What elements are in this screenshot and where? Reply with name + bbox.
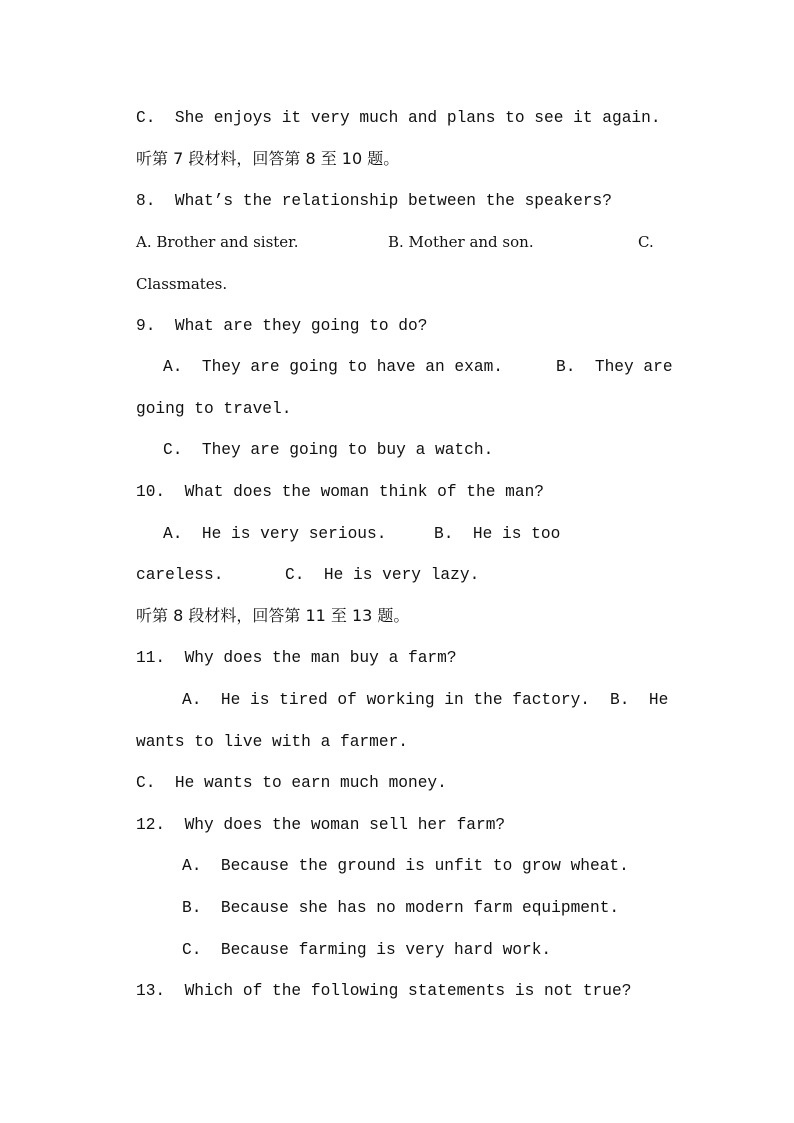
q10-options-row (136, 524, 676, 544)
q10-option-b: B. He is too (434, 525, 561, 543)
q10-option-b-cont: careless. (136, 566, 224, 584)
q8-option-a: A. Brother and sister. (136, 233, 299, 251)
q8-option-c-label: C. (638, 233, 654, 251)
q10-option-a: A. He is very serious. (163, 525, 387, 543)
q9-option-b-cont: going to travel. (136, 400, 292, 418)
q12-option-b: B. Because she has no modern farm equipment. (182, 899, 620, 917)
q10-options-row-2 (136, 565, 676, 585)
q9-option-b: B. They are (556, 358, 673, 376)
q8-option-b: B. Mother and son. (388, 233, 534, 251)
q11-option-b: B. He (610, 691, 669, 709)
section-7-instruction: 听第 7 段材料，回答第 8 至 10 题。 (136, 149, 400, 168)
q12-option-a: A. Because the ground is unfit to grow wheat. (182, 857, 629, 875)
question-10: 10. What does the woman think of the man? (136, 483, 544, 501)
q9-option-c: C. They are going to buy a watch. (163, 441, 494, 459)
section-8-instruction: 听第 8 段材料，回答第 11 至 13 题。 (136, 606, 410, 625)
question-11: 11. Why does the man buy a farm? (136, 649, 457, 667)
question-12: 12. Why does the woman sell her farm? (136, 816, 506, 834)
question-8: 8. What’s the relationship between the speakers? (136, 192, 612, 210)
q11-option-a: A. He is tired of working in the factory. (182, 691, 590, 709)
q11-option-b-cont: wants to live with a farmer. (136, 733, 408, 751)
q9-options-row (136, 357, 676, 377)
q7-option-c: C. She enjoys it very much and plans to see it again. (136, 109, 661, 127)
q11-option-c: C. He wants to earn much money. (136, 774, 447, 792)
q8-options-row (136, 232, 676, 252)
q9-option-a: A. They are going to have an exam. (163, 358, 503, 376)
question-13: 13. Which of the following statements is not true? (136, 982, 632, 1000)
q12-option-c: C. Because farming is very hard work. (182, 941, 552, 959)
q10-option-c: C. He is very lazy. (285, 566, 480, 584)
q11-options-row (136, 690, 676, 710)
question-9: 9. What are they going to do? (136, 317, 428, 335)
q8-option-c-text: Classmates. (136, 275, 228, 293)
